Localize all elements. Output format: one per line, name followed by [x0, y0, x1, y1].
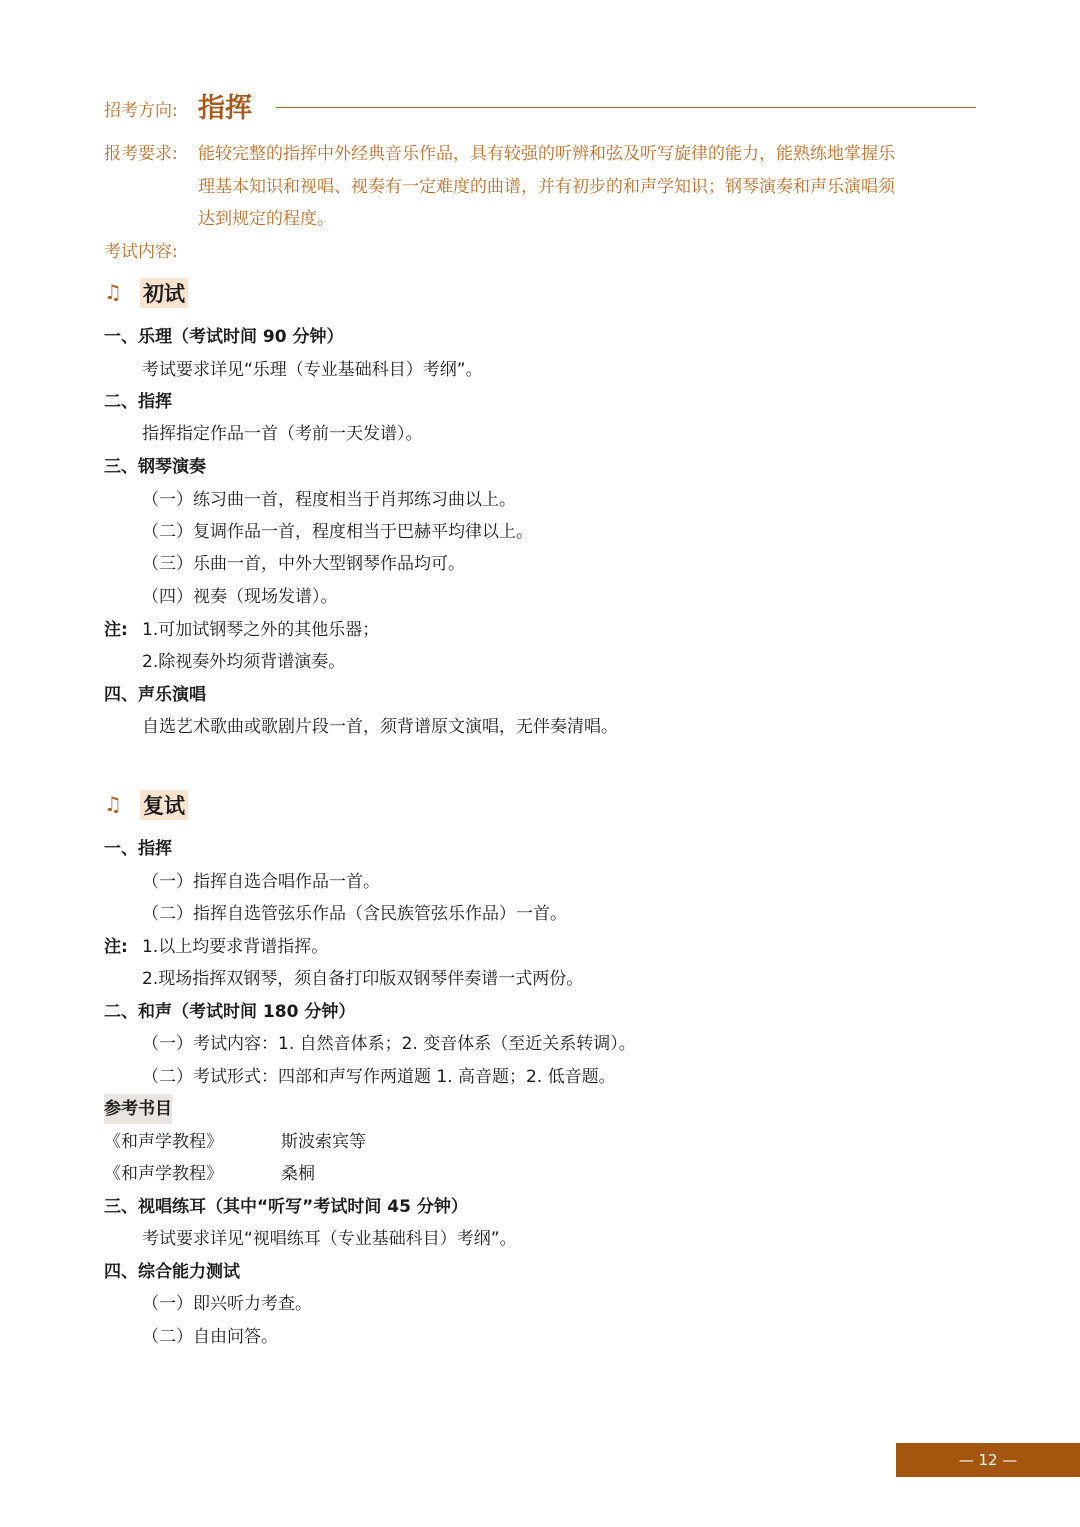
prelim-s3-title: 三、钢琴演奏 — [104, 457, 206, 477]
prelim-s3-item: （一）练习曲一首，程度相当于肖邦练习曲以上。 — [142, 490, 516, 510]
music-note-icon: ♫ — [104, 792, 122, 816]
prelim-s2-text: 指挥指定作品一首（考前一天发谱）。 — [142, 424, 423, 444]
header-rule — [276, 107, 976, 108]
reference-book: 《和声学教程》 — [104, 1132, 223, 1152]
prelim-note-item: 1.可加试钢琴之外的其他乐器； — [142, 620, 380, 640]
prelim-s4-text: 自选艺术歌曲或歌剧片段一首，须背谱原文演唱，无伴奏清唱。 — [142, 717, 618, 737]
reference-book: 《和声学教程》 — [104, 1164, 223, 1184]
prelim-s1-title: 一、乐理（考试时间 90 分钟） — [104, 327, 344, 347]
section-title-prelim: 初试 — [140, 278, 188, 308]
requirement-line-3: 达到规定的程度。 — [198, 209, 334, 229]
direction-value: 指挥 — [198, 93, 252, 124]
music-note-icon: ♫ — [104, 280, 122, 304]
reference-title: 参考书目 — [104, 1094, 172, 1124]
reference-author: 桑桐 — [281, 1164, 315, 1184]
reference-author: 斯波索宾等 — [281, 1132, 366, 1152]
prelim-s3-item: （三）乐曲一首，中外大型钢琴作品均可。 — [142, 554, 465, 574]
retest-note-label: 注: — [104, 937, 128, 957]
retest-s3-title: 三、视唱练耳（其中“听写”考试时间 45 分钟） — [104, 1197, 468, 1217]
retest-s1-title: 一、指挥 — [104, 839, 172, 859]
prelim-s4-title: 四、声乐演唱 — [104, 685, 206, 705]
prelim-note-label: 注: — [104, 620, 128, 640]
retest-s3-text: 考试要求详见“视唱练耳（专业基础科目）考纲”。 — [142, 1229, 517, 1249]
requirement-line-1: 能较完整的指挥中外经典音乐作品，具有较强的听辨和弦及听写旋律的能力，能熟练地掌握乐 — [198, 144, 895, 164]
section-title-retest: 复试 — [140, 790, 188, 820]
retest-s2-item: （二）考试形式：四部和声写作两道题 1. 高音题；2. 低音题。 — [142, 1067, 616, 1087]
prelim-s3-item: （四）视奏（现场发谱）。 — [142, 587, 338, 607]
prelim-s3-item: （二）复调作品一首，程度相当于巴赫平均律以上。 — [142, 522, 533, 542]
prelim-note-item: 2.除视奏外均须背谱演奏。 — [142, 652, 346, 672]
requirement-label: 报考要求: — [104, 144, 178, 164]
retest-note-item: 1.以上均要求背谱指挥。 — [142, 937, 329, 957]
retest-s2-item: （一）考试内容：1. 自然音体系；2. 变音体系（至近关系转调）。 — [142, 1034, 636, 1054]
retest-s4-item: （二）自由问答。 — [142, 1327, 278, 1347]
retest-s1-item: （一）指挥自选合唱作品一首。 — [142, 872, 380, 892]
requirement-line-2: 理基本知识和视唱、视奏有一定难度的曲谱，并有初步的和声学知识；钢琴演奏和声乐演唱须 — [198, 177, 895, 197]
content-label: 考试内容: — [104, 242, 178, 262]
page-number: — 12 — — [896, 1443, 1080, 1477]
prelim-s1-text: 考试要求详见“乐理（专业基础科目）考纲”。 — [142, 360, 483, 380]
retest-s1-item: （二）指挥自选管弦乐作品（含民族管弦乐作品）一首。 — [142, 904, 567, 924]
retest-note-item: 2.现场指挥双钢琴，须自备打印版双钢琴伴奏谱一式两份。 — [142, 969, 584, 989]
retest-s4-title: 四、综合能力测试 — [104, 1262, 240, 1282]
prelim-s2-title: 二、指挥 — [104, 392, 172, 412]
direction-label: 招考方向: — [104, 101, 178, 121]
retest-s4-item: （一）即兴听力考查。 — [142, 1294, 312, 1314]
retest-s2-title: 二、和声（考试时间 180 分钟） — [104, 1002, 356, 1022]
